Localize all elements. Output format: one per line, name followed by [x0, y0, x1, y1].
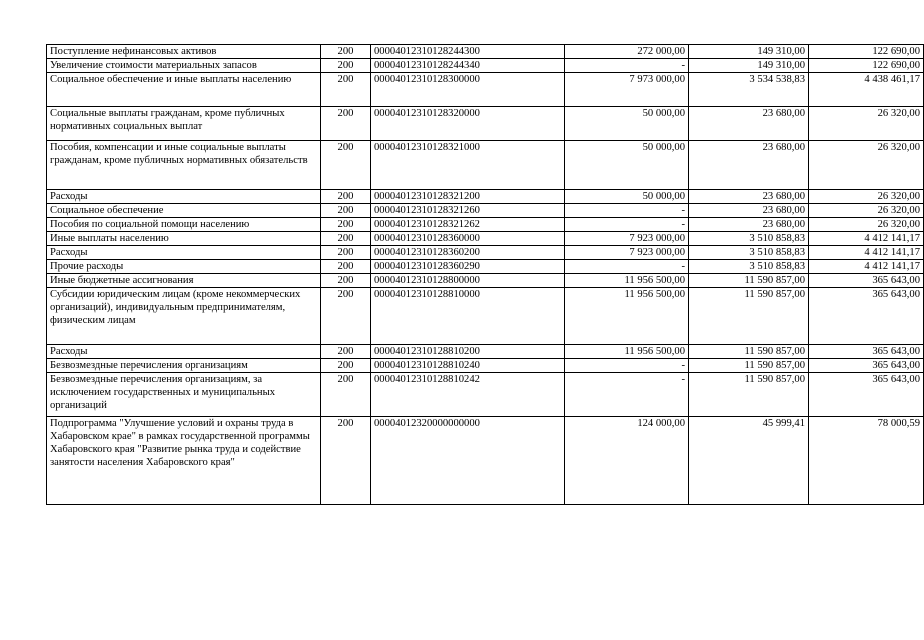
row-section-code-cell: 200: [321, 373, 371, 417]
row-unexecuted-amount-cell: 365 643,00: [809, 373, 924, 417]
row-executed-amount-cell: 149 310,00: [689, 59, 809, 73]
row-section-code-cell: 200: [321, 274, 371, 288]
row-approved-amount-cell: 11 956 500,00: [565, 288, 689, 345]
row-unexecuted-amount-cell: 365 643,00: [809, 359, 924, 373]
row-classification-code-cell: 00004012310128810200: [371, 345, 565, 359]
row-classification-code-cell: 00004012310128810242: [371, 373, 565, 417]
row-classification-code-cell: 00004012310128360000: [371, 232, 565, 246]
table-row: [47, 107, 924, 141]
row-section-code-cell: 200: [321, 417, 371, 505]
table-row: [47, 260, 924, 274]
row-unexecuted-amount-cell: 4 412 141,17: [809, 246, 924, 260]
row-approved-amount-cell: 11 956 500,00: [565, 274, 689, 288]
row-unexecuted-amount-cell: 365 643,00: [809, 288, 924, 345]
row-section-code-cell: 200: [321, 359, 371, 373]
row-classification-code-cell: 00004012310128321000: [371, 141, 565, 190]
row-approved-amount-cell: 7 923 000,00: [565, 246, 689, 260]
row-approved-amount-cell: -: [565, 373, 689, 417]
row-approved-amount-cell: -: [565, 260, 689, 274]
table-row: [47, 246, 924, 260]
table-row: [47, 417, 924, 505]
row-executed-amount-cell: 23 680,00: [689, 204, 809, 218]
row-name-cell: Иные выплаты населению: [47, 232, 321, 246]
row-name-cell: Подпрограмма "Улучшение условий и охраны труда в Хабаровском крае" в рамках государственной программы Хабаровского края "Развитие рынка труда и содействие занятости населения Хабаровского края": [47, 417, 321, 505]
row-classification-code-cell: 00004012310128244340: [371, 59, 565, 73]
row-executed-amount-cell: 11 590 857,00: [689, 288, 809, 345]
row-executed-amount-cell: 23 680,00: [689, 141, 809, 190]
row-approved-amount-cell: 7 973 000,00: [565, 73, 689, 107]
row-name-cell: Пособия по социальной помощи населению: [47, 218, 321, 232]
row-executed-amount-cell: 3 510 858,83: [689, 246, 809, 260]
row-approved-amount-cell: 272 000,00: [565, 45, 689, 59]
row-section-code-cell: 200: [321, 107, 371, 141]
row-section-code-cell: 200: [321, 246, 371, 260]
row-approved-amount-cell: 11 956 500,00: [565, 345, 689, 359]
row-classification-code-cell: 00004012310128321262: [371, 218, 565, 232]
row-section-code-cell: 200: [321, 204, 371, 218]
table-row: [47, 359, 924, 373]
row-section-code-cell: 200: [321, 73, 371, 107]
row-classification-code-cell: 00004012310128810240: [371, 359, 565, 373]
row-section-code-cell: 200: [321, 45, 371, 59]
table-row: [47, 345, 924, 359]
row-name-cell: Социальное обеспечение и иные выплаты населению: [47, 73, 321, 107]
row-approved-amount-cell: 50 000,00: [565, 190, 689, 204]
row-classification-code-cell: 00004012310128810000: [371, 288, 565, 345]
row-classification-code-cell: 00004012310128300000: [371, 73, 565, 107]
row-executed-amount-cell: 11 590 857,00: [689, 373, 809, 417]
table-row: [47, 190, 924, 204]
table-row: [47, 73, 924, 107]
row-executed-amount-cell: 23 680,00: [689, 190, 809, 204]
row-name-cell: Безвозмездные перечисления организациям: [47, 359, 321, 373]
row-classification-code-cell: 00004012310128800000: [371, 274, 565, 288]
row-unexecuted-amount-cell: 26 320,00: [809, 141, 924, 190]
row-executed-amount-cell: 3 510 858,83: [689, 260, 809, 274]
row-section-code-cell: 200: [321, 260, 371, 274]
row-name-cell: Расходы: [47, 345, 321, 359]
row-classification-code-cell: 00004012310128244300: [371, 45, 565, 59]
row-classification-code-cell: 00004012310128320000: [371, 107, 565, 141]
row-unexecuted-amount-cell: 122 690,00: [809, 45, 924, 59]
row-name-cell: Социальное обеспечение: [47, 204, 321, 218]
table-row: [47, 274, 924, 288]
report-table-body: [47, 45, 924, 505]
row-section-code-cell: 200: [321, 218, 371, 232]
row-approved-amount-cell: -: [565, 204, 689, 218]
row-executed-amount-cell: 23 680,00: [689, 218, 809, 232]
row-name-cell: Поступление нефинансовых активов: [47, 45, 321, 59]
row-name-cell: Социальные выплаты гражданам, кроме публичных нормативных социальных выплат: [47, 107, 321, 141]
row-unexecuted-amount-cell: 365 643,00: [809, 345, 924, 359]
row-unexecuted-amount-cell: 26 320,00: [809, 204, 924, 218]
row-unexecuted-amount-cell: 26 320,00: [809, 218, 924, 232]
row-name-cell: Расходы: [47, 246, 321, 260]
row-executed-amount-cell: 23 680,00: [689, 107, 809, 141]
row-executed-amount-cell: 3 534 538,83: [689, 73, 809, 107]
row-section-code-cell: 200: [321, 59, 371, 73]
row-name-cell: Пособия, компенсации и иные социальные выплаты гражданам, кроме публичных нормативных обязательств: [47, 141, 321, 190]
row-classification-code-cell: 00004012310128321260: [371, 204, 565, 218]
row-unexecuted-amount-cell: 78 000,59: [809, 417, 924, 505]
row-executed-amount-cell: 3 510 858,83: [689, 232, 809, 246]
row-name-cell: Увеличение стоимости материальных запасов: [47, 59, 321, 73]
table-row: [47, 141, 924, 190]
row-executed-amount-cell: 11 590 857,00: [689, 274, 809, 288]
row-classification-code-cell: 00004012310128321200: [371, 190, 565, 204]
row-approved-amount-cell: 50 000,00: [565, 141, 689, 190]
table-row: [47, 204, 924, 218]
row-approved-amount-cell: -: [565, 359, 689, 373]
row-section-code-cell: 200: [321, 232, 371, 246]
table-row: [47, 59, 924, 73]
table-row: [47, 288, 924, 345]
row-executed-amount-cell: 11 590 857,00: [689, 359, 809, 373]
row-unexecuted-amount-cell: 4 412 141,17: [809, 260, 924, 274]
table-row: [47, 218, 924, 232]
row-name-cell: Субсидии юридическим лицам (кроме некоммерческих организаций), индивидуальным предпринимателям, физическим лицам: [47, 288, 321, 345]
row-classification-code-cell: 00004012310128360290: [371, 260, 565, 274]
row-name-cell: Безвозмездные перечисления организациям, за исключением государственных и муниципальных организаций: [47, 373, 321, 417]
row-approved-amount-cell: 7 923 000,00: [565, 232, 689, 246]
row-unexecuted-amount-cell: 4 438 461,17: [809, 73, 924, 107]
row-executed-amount-cell: 149 310,00: [689, 45, 809, 59]
row-executed-amount-cell: 45 999,41: [689, 417, 809, 505]
row-name-cell: Расходы: [47, 190, 321, 204]
row-unexecuted-amount-cell: 26 320,00: [809, 107, 924, 141]
row-classification-code-cell: 00004012320000000000: [371, 417, 565, 505]
table-row: [47, 373, 924, 417]
row-section-code-cell: 200: [321, 288, 371, 345]
row-section-code-cell: 200: [321, 190, 371, 204]
row-approved-amount-cell: -: [565, 59, 689, 73]
row-name-cell: Иные бюджетные ассигнования: [47, 274, 321, 288]
row-unexecuted-amount-cell: 365 643,00: [809, 274, 924, 288]
row-section-code-cell: 200: [321, 141, 371, 190]
row-approved-amount-cell: 50 000,00: [565, 107, 689, 141]
row-unexecuted-amount-cell: 26 320,00: [809, 190, 924, 204]
row-approved-amount-cell: 124 000,00: [565, 417, 689, 505]
budget-report-table: [46, 44, 924, 505]
row-executed-amount-cell: 11 590 857,00: [689, 345, 809, 359]
table-row: [47, 45, 924, 59]
row-section-code-cell: 200: [321, 345, 371, 359]
row-unexecuted-amount-cell: 122 690,00: [809, 59, 924, 73]
row-name-cell: Прочие расходы: [47, 260, 321, 274]
table-row: [47, 232, 924, 246]
row-unexecuted-amount-cell: 4 412 141,17: [809, 232, 924, 246]
row-approved-amount-cell: -: [565, 218, 689, 232]
row-classification-code-cell: 00004012310128360200: [371, 246, 565, 260]
